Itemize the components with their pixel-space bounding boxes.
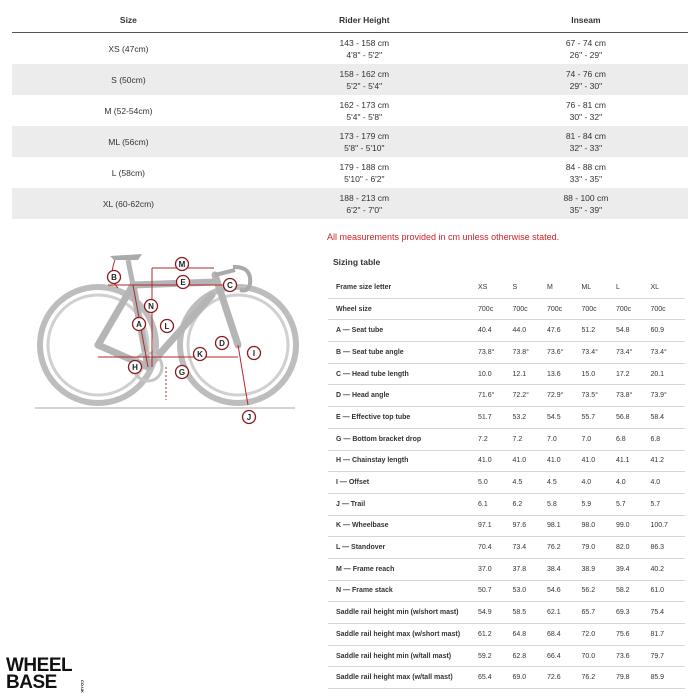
geometry-value: 5.7 [616,493,650,515]
geometry-value: 50.7 [478,580,512,602]
geometry-value: L [616,277,650,298]
geometry-value: 4.5 [547,472,581,494]
size-cell-text: ML (56cm) [108,136,149,147]
geometry-value: 73.4 [513,537,547,559]
size-cell [12,188,245,219]
sizing-table-title: Sizing table [333,257,381,267]
size-cell-text: 84 - 88 cm [565,161,606,172]
geometry-label: K — Wheelbase [328,515,478,537]
geometry-row [328,407,685,429]
marker-label-g: G [178,368,186,377]
rider-height-header: Rider Height [245,8,484,33]
geometry-value: 4.0 [581,472,615,494]
size-cell [12,33,245,65]
inseam-cell [484,64,688,95]
size-cell-text: M (52-54cm) [104,105,153,116]
geometry-value: 79.0 [581,537,615,559]
marker-label-c: C [227,281,233,290]
geometry-value: 58.5 [513,602,547,624]
geometry-value: ML [581,277,615,298]
geometry-value: 73.8° [616,385,650,407]
marker-label-l: L [164,322,170,331]
geometry-label: G — Bottom bracket drop [328,428,478,450]
geometry-label: L — Standover [328,537,478,559]
geometry-value: 100.7 [650,515,685,537]
geometry-value: 72.9° [547,385,581,407]
geometry-value: 41.0 [547,450,581,472]
geometry-value: 7.2 [478,428,512,450]
geometry-value: 59.2 [478,645,512,667]
size-row [12,126,688,157]
geometry-row [328,645,685,667]
geometry-value: 73.4° [616,342,650,364]
geometry-value: 81.7 [650,624,685,646]
geometry-row [328,493,685,515]
geometry-value: 53.2 [513,407,547,429]
geometry-value: 70.4 [478,537,512,559]
size-cell-text: 6'2" - 7'0" [346,204,383,215]
geometry-value: 85.9 [650,667,685,689]
marker-label-e: E [180,278,186,287]
geometry-value: 5.9 [581,493,615,515]
geometry-value: 47.6 [547,320,581,342]
size-cell-text: L (58cm) [111,167,146,178]
geometry-value: 6.2 [513,493,547,515]
size-cell-text: S (50cm) [111,74,146,85]
geometry-value: 40.2 [650,558,685,580]
rider-height-cell [245,33,484,65]
geometry-label: Frame size letter [328,277,478,298]
geometry-value: 76.2 [581,667,615,689]
inseam-cell [484,126,688,157]
geometry-value: 7.2 [513,428,547,450]
geometry-value: 5.0 [478,472,512,494]
geometry-value: 4.5 [513,472,547,494]
size-cell [12,95,245,126]
size-row [12,64,688,95]
geometry-table [328,277,685,689]
size-cell-text: 67 - 74 cm [565,37,606,48]
geometry-label: A — Seat tube [328,320,478,342]
geometry-value: 69.0 [513,667,547,689]
geometry-value: 41.0 [478,450,512,472]
rider-height-cell [245,188,484,219]
geometry-value: 37.0 [478,558,512,580]
size-cell-text: XS (47cm) [108,43,149,54]
geometry-row [328,515,685,537]
inseam-header: Inseam [484,8,688,33]
geometry-value: 65.4 [478,667,512,689]
geometry-value: 54.9 [478,602,512,624]
geometry-value: 39.4 [616,558,650,580]
geometry-row [328,624,685,646]
geometry-label: B — Seat tube angle [328,342,478,364]
geometry-value: 72.0 [581,624,615,646]
geometry-row [328,537,685,559]
geometry-value: 58.4 [650,407,685,429]
geometry-value: 73.4° [581,342,615,364]
geometry-row [328,602,685,624]
marker-label-d: D [219,339,225,348]
geometry-label: H — Chainstay length [328,450,478,472]
geometry-value: 79.7 [650,645,685,667]
geometry-value: 700c [478,298,512,320]
size-cell-text: 88 - 100 cm [563,192,609,203]
geometry-value: 62.8 [513,645,547,667]
geometry-value: 56.2 [581,580,615,602]
geometry-value: 51.2 [581,320,615,342]
size-cell-text: XL (60-62cm) [102,198,154,209]
geometry-value: 73.4° [650,342,685,364]
geometry-value: 700c [547,298,581,320]
marker-label-j: J [246,413,252,422]
geometry-value: 73.8° [513,342,547,364]
geometry-value: 41.2 [650,450,685,472]
inseam-cell [484,33,688,65]
geometry-value: 73.9° [650,385,685,407]
size-cell-text: 179 - 188 cm [339,161,390,172]
geometry-value: 51.7 [478,407,512,429]
geometry-value: 98.0 [581,515,615,537]
geometry-value: 99.0 [616,515,650,537]
size-cell-text: 26" - 29" [569,49,603,60]
size-cell-text: 162 - 173 cm [339,99,390,110]
marker-label-a: A [136,320,142,329]
geometry-row [328,450,685,472]
geometry-value: 700c [616,298,650,320]
size-cell-text: 143 - 158 cm [339,37,390,48]
geometry-value: 20.1 [650,363,685,385]
marker-label-b: B [111,273,117,282]
size-row [12,33,688,65]
size-cell-text: 5'2" - 5'4" [346,80,383,91]
geometry-row [328,385,685,407]
geometry-value: 69.3 [616,602,650,624]
geometry-value: 7.0 [581,428,615,450]
geometry-label: N — Frame stack [328,580,478,602]
geometry-value: S [513,277,547,298]
geometry-value: 61.0 [650,580,685,602]
geometry-value: 17.2 [616,363,650,385]
geometry-value: 72.2° [513,385,547,407]
geometry-value: 40.4 [478,320,512,342]
geometry-value: 76.2 [547,537,581,559]
geometry-value: 10.0 [478,363,512,385]
geometry-row [328,363,685,385]
geometry-value: M [547,277,581,298]
size-cell-text: 173 - 179 cm [339,130,390,141]
geometry-value: 44.0 [513,320,547,342]
marker-label-k: K [197,350,203,359]
geometry-value: 54.5 [547,407,581,429]
geometry-row [328,277,685,298]
geometry-row [328,298,685,320]
size-row [12,157,688,188]
size-cell-text: 76 - 81 cm [565,99,606,110]
geometry-value: 79.8 [616,667,650,689]
geometry-label: Saddle rail height min (w/short mast) [328,602,478,624]
marker-label-m: M [178,260,186,269]
marker-label-h: H [132,363,138,372]
geometry-row [328,472,685,494]
geometry-label: J — Trail [328,493,478,515]
geometry-value: 61.2 [478,624,512,646]
size-cell-text: 30" - 32" [569,111,603,122]
geometry-value: 13.6 [547,363,581,385]
geometry-value: 55.7 [581,407,615,429]
size-cell [12,157,245,188]
geometry-label: I — Offset [328,472,478,494]
geometry-value: 41.0 [513,450,547,472]
geometry-row [328,580,685,602]
geometry-value: 54.8 [616,320,650,342]
inseam-cell [484,157,688,188]
geometry-value: 86.3 [650,537,685,559]
geometry-value: 5.7 [650,493,685,515]
size-cell-text: 81 - 84 cm [565,130,606,141]
size-row [12,188,688,219]
geometry-value: 68.4 [547,624,581,646]
inseam-cell [484,95,688,126]
size-cell-text: 74 - 76 cm [565,68,606,79]
geometry-value: 97.1 [478,515,512,537]
geometry-value: 70.0 [581,645,615,667]
marker-label-n: N [148,302,154,311]
marker-label-i: I [252,349,256,358]
geometry-value: 73.8° [478,342,512,364]
size-cell-text: 158 - 162 cm [339,68,390,79]
geometry-value: 66.4 [547,645,581,667]
geometry-value: 71.6° [478,385,512,407]
size-cell-text: 4'8" - 5'2" [346,49,383,60]
geometry-value: 73.5° [581,385,615,407]
size-cell-text: 188 - 213 cm [339,192,390,203]
geometry-value: 75.6 [616,624,650,646]
geometry-value: 72.6 [547,667,581,689]
geometry-label: E — Effective top tube [328,407,478,429]
geometry-value: 38.4 [547,558,581,580]
geometry-label: Saddle rail height min (w/tall mast) [328,645,478,667]
size-cell-text: 5'8" - 5'10" [344,142,385,153]
geometry-label: M — Frame reach [328,558,478,580]
geometry-value: XL [650,277,685,298]
geometry-value: 64.8 [513,624,547,646]
geometry-value: 98.1 [547,515,581,537]
rider-height-cell [245,64,484,95]
measurement-note: All measurements provided in cm unless otherwise stated. [327,232,560,242]
size-header: Size [12,8,245,33]
geometry-label: Saddle rail height max (w/short mast) [328,624,478,646]
size-cell-text: 35" - 39" [569,204,603,215]
geometry-value: 82.0 [616,537,650,559]
geometry-value: 73.6° [547,342,581,364]
geometry-value: XS [478,277,512,298]
geometry-label: Wheel size [328,298,478,320]
geometry-value: 58.2 [616,580,650,602]
geometry-value: 6.8 [616,428,650,450]
geometry-value: 56.8 [616,407,650,429]
geometry-row [328,667,685,689]
rider-height-cell [245,157,484,188]
dimension-markers [30,240,300,430]
geometry-value: 75.4 [650,602,685,624]
rider-height-cell [245,126,484,157]
geometry-value: 65.7 [581,602,615,624]
geometry-value: 5.8 [547,493,581,515]
geometry-row [328,320,685,342]
logo-sub: CO.UK [80,680,85,693]
geometry-value: 37.8 [513,558,547,580]
geometry-value: 41.1 [616,450,650,472]
rider-height-cell [245,95,484,126]
geometry-value: 15.0 [581,363,615,385]
inseam-cell [484,188,688,219]
geometry-row [328,558,685,580]
size-cell [12,126,245,157]
geometry-value: 7.0 [547,428,581,450]
geometry-value: 41.0 [581,450,615,472]
geometry-label: Saddle rail height max (w/tall mast) [328,667,478,689]
geometry-value: 62.1 [547,602,581,624]
geometry-value: 53.0 [513,580,547,602]
size-row [12,95,688,126]
size-cell-text: 5'4" - 5'8" [346,111,383,122]
size-cell-text: 33" - 35" [569,173,603,184]
geometry-value: 60.9 [650,320,685,342]
geometry-value: 700c [650,298,685,320]
geometry-value: 6.8 [650,428,685,450]
geometry-label: D — Head angle [328,385,478,407]
geometry-label: C — Head tube length [328,363,478,385]
geometry-value: 54.6 [547,580,581,602]
geometry-value: 12.1 [513,363,547,385]
logo-line1: WHEEL [6,655,73,676]
geometry-value: 4.0 [616,472,650,494]
geometry-value: 97.6 [513,515,547,537]
geometry-value: 700c [581,298,615,320]
geometry-value: 73.6 [616,645,650,667]
wheelbase-logo [6,655,85,693]
size-table [12,8,688,219]
size-cell-text: 5'10" - 6'2" [344,173,385,184]
size-cell-text: 32" - 33" [569,142,603,153]
geometry-row [328,342,685,364]
size-cell [12,64,245,95]
logo-line2: BASE [6,672,57,693]
geometry-value: 700c [513,298,547,320]
geometry-value: 6.1 [478,493,512,515]
geometry-row [328,428,685,450]
geometry-value: 38.9 [581,558,615,580]
geometry-value: 4.0 [650,472,685,494]
size-cell-text: 29" - 30" [569,80,603,91]
